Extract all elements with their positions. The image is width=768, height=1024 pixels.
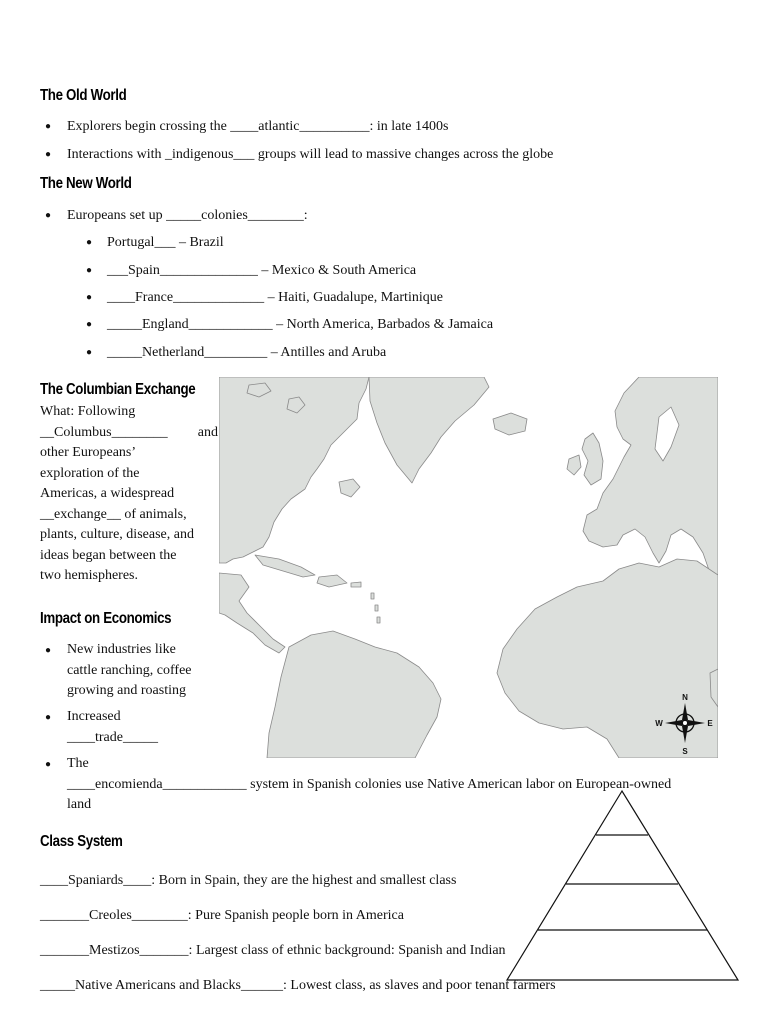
- exchange-line: __Columbus________ and: [40, 424, 218, 440]
- colony-item: Portugal___ – Brazil: [107, 235, 224, 250]
- bullet-icon: ●: [45, 645, 52, 656]
- compass-north-label: N: [682, 693, 688, 702]
- compass-west-label: W: [655, 719, 663, 728]
- economics-line: Increased: [67, 709, 121, 724]
- bullet-icon: ●: [45, 759, 52, 770]
- bullet-icon: ●: [86, 319, 93, 330]
- class-item-4: _____Native Americans and Blacks______: Lowest class, as slaves and poor tenant farmers: [40, 978, 556, 993]
- economics-line: growing and roasting: [67, 683, 186, 698]
- bullet-icon: ●: [86, 237, 93, 248]
- exchange-line: Americas, a widespread: [40, 486, 175, 501]
- new-world-intro: Europeans set up _____colonies________:: [67, 208, 308, 223]
- section-title-impact-economics: Impact on Economics: [40, 610, 172, 627]
- colony-item: ___Spain______________ – Mexico & South America: [107, 263, 417, 278]
- section-title-class-system: Class System: [40, 833, 123, 850]
- bullet-icon: ●: [86, 265, 93, 276]
- exchange-line: two hemispheres.: [40, 568, 138, 583]
- exchange-line: other Europeans’: [40, 445, 137, 460]
- class-pyramid-diagram: [505, 788, 741, 984]
- bullet-icon: ●: [86, 292, 93, 303]
- exchange-line: exploration of the: [40, 465, 140, 481]
- compass-south-label: S: [682, 747, 688, 756]
- economics-line: The: [67, 756, 89, 771]
- class-item-1: ____Spaniards____: Born in Spain, they are the highest and smallest class: [40, 873, 457, 888]
- bullet-icon: ●: [45, 149, 52, 160]
- economics-bullet-2: [67, 707, 158, 748]
- economics-line: cattle ranching, coffee: [67, 662, 192, 678]
- exchange-paragraph: [40, 402, 218, 587]
- economics-line: New industries like: [67, 642, 176, 657]
- economics-line: ____encomienda____________ system in Spanish colonies use Native American labor on European-owned: [67, 776, 672, 792]
- old-world-bullet-1: Explorers begin crossing the ____atlantic__________: in late 1400s: [67, 119, 449, 134]
- compass-east-label: E: [707, 719, 713, 728]
- class-item-2: _______Creoles________: Pure Spanish people born in America: [40, 908, 404, 923]
- exchange-line: What: Following: [40, 404, 136, 419]
- economics-line: land: [67, 797, 92, 812]
- bullet-icon: ●: [45, 210, 52, 221]
- pyramid-outline: [507, 791, 738, 980]
- economics-bullet-1: [67, 640, 192, 702]
- exchange-line: ideas began between the: [40, 547, 177, 563]
- class-item-3: _______Mestizos_______: Largest class of ethnic background: Spanish and Indian: [40, 943, 506, 958]
- economics-line: ____trade_____: [67, 729, 158, 745]
- bullet-icon: ●: [45, 121, 52, 132]
- old-world-bullet-2: Interactions with _indigenous___ groups will lead to massive changes across the globe: [67, 147, 554, 162]
- section-title-columbian-exchange: The Columbian Exchange: [40, 381, 196, 398]
- colony-item: _____England____________ – North America, Barbados & Jamaica: [107, 317, 494, 332]
- section-title-old-world: The Old World: [40, 87, 127, 104]
- colony-item: _____Netherland_________ – Antilles and Aruba: [107, 345, 387, 360]
- colony-item: ____France_____________ – Haiti, Guadalupe, Martinique: [107, 290, 443, 305]
- puerto-rico: [351, 582, 361, 587]
- section-title-new-world: The New World: [40, 175, 132, 192]
- exchange-line: __exchange__ of animals,: [40, 506, 187, 522]
- atlantic-map: [219, 377, 718, 758]
- bullet-icon: ●: [45, 712, 52, 723]
- bullet-icon: ●: [86, 347, 93, 358]
- exchange-line: plants, culture, disease, and: [40, 527, 194, 542]
